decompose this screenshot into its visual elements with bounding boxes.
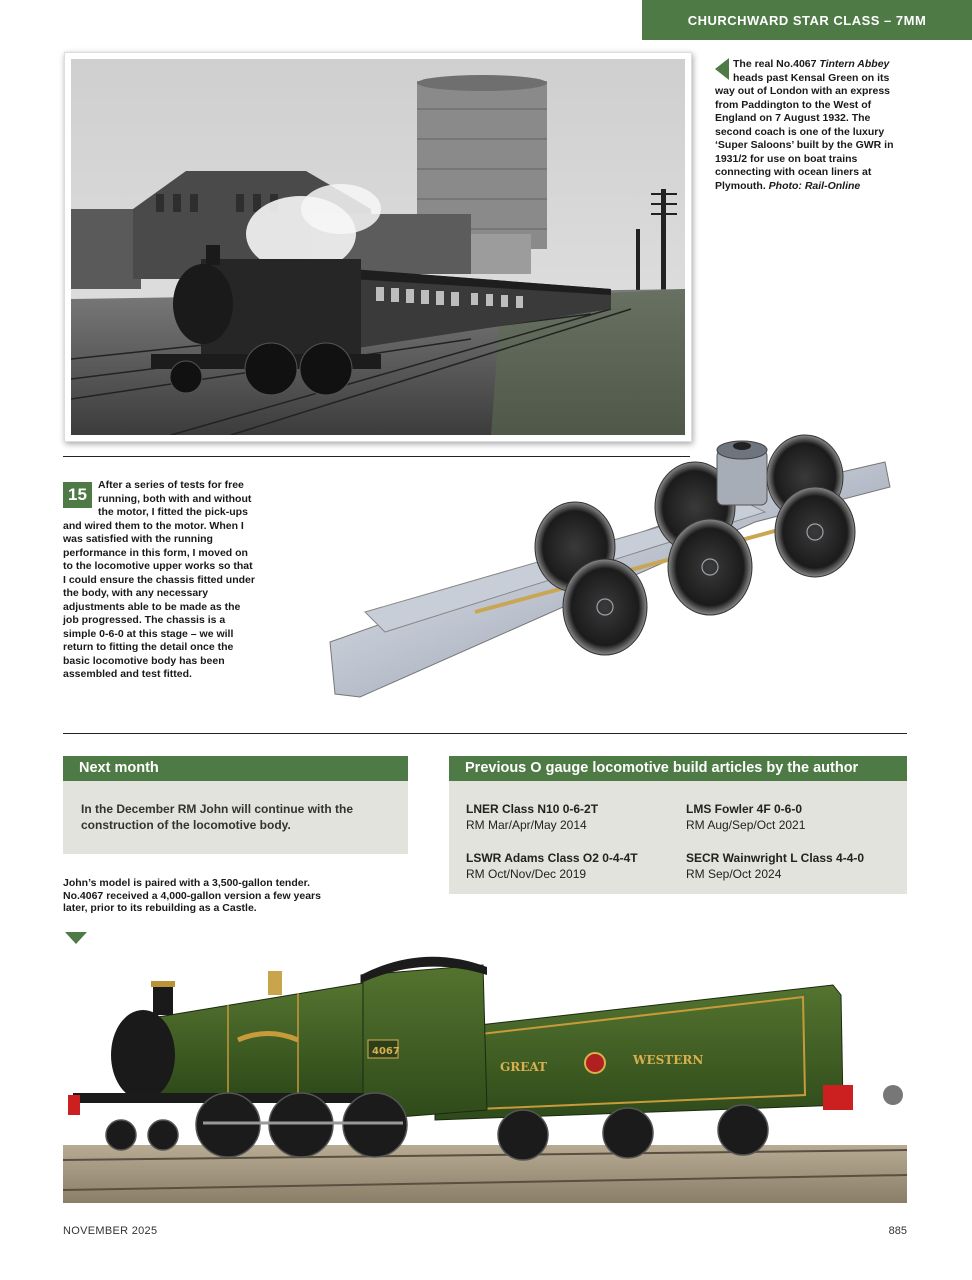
divider [63,733,907,734]
article-item [466,801,598,833]
next-month-heading: Next month [63,756,408,781]
article-item [466,850,638,882]
tender-lettering-great: GREAT [500,1060,547,1074]
article-issue: RM Mar/Apr/May 2014 [466,818,587,832]
photo-credit: Photo: Rail-Online [768,179,861,192]
article-issue: RM Oct/Nov/Dec 2019 [466,867,587,881]
historic-photo-caption [715,58,907,193]
tender-lettering-western: WESTERN [633,1053,704,1067]
article-title: LSWR Adams Class O2 0-4-4T [466,851,638,865]
article-title: LMS Fowler 4F 0-6-0 [686,802,803,816]
chassis-photo [325,432,895,707]
caption-pointer-down-icon [65,932,87,944]
step-15-text-block [63,479,256,682]
article-issue: RM Aug/Sep/Oct 2021 [686,818,806,832]
historic-photo-frame [64,52,692,442]
step-text: After a series of tests for free running, both with and without the motor, I fitted the pick-ups and wired them to the motor. When I was satisfied with the running performance in this form, I moved on to the locomotive upper works so that I could ensure the chassis fitted under the body, with any necessary adjustments able to be made as the job progressed. The chassis is a simple 0-6-0 at this stage – we will return to fitting the detail once the basic locomotive body has been assembled and test fitted. [63,479,255,680]
model-caption-text: John’s model is paired with a 3,500-gallon tender. No.4067 received a 4,000-gallon version a few years later, prior to its rebuilding as a Castle. [63,877,321,914]
previous-articles-box [449,756,907,894]
article-item [686,801,805,833]
section-title: CHURCHWARD STAR CLASS – 7MM [687,12,927,28]
article-issue: RM Sep/Oct 2024 [686,867,782,881]
historic-photo [71,59,685,435]
model-photo-caption [63,877,328,915]
caption-loco-name: Tintern Abbey [819,58,890,70]
caption-pointer-left-icon [715,58,729,80]
caption-text-2: heads past Kensal Green on its way out of London with an express from Paddington to the West of England on 7 August 1932. The second coach is one of the luxury ‘Super Saloons’ built by the GWR in 1931/2 for use on boat trains connecting with ocean liners at Plymouth. [715,71,894,192]
section-header-tab [642,0,972,40]
next-month-body: In the December RM John will continue with the construction of the locomotive body. [81,802,354,832]
nameplate-text: TINTERN ABBEY [63,945,71,946]
article-item [686,850,864,882]
next-month-box [63,756,408,854]
previous-articles-heading: Previous O gauge locomotive build articles by the author [449,756,907,781]
cab-number-plate: 4067 [372,1046,400,1057]
footer-issue-date: NOVEMBER 2025 [63,1225,158,1237]
step-number-badge: 15 [63,482,92,508]
article-title: SECR Wainwright L Class 4-4-0 [686,851,865,865]
caption-text-1: The real No.4067 [733,58,820,70]
footer-page-number: 885 [888,1225,907,1237]
model-locomotive-photo [63,945,907,1203]
article-title: LNER Class N10 0-6-2T [466,802,599,816]
gwr-crest [585,1053,605,1073]
